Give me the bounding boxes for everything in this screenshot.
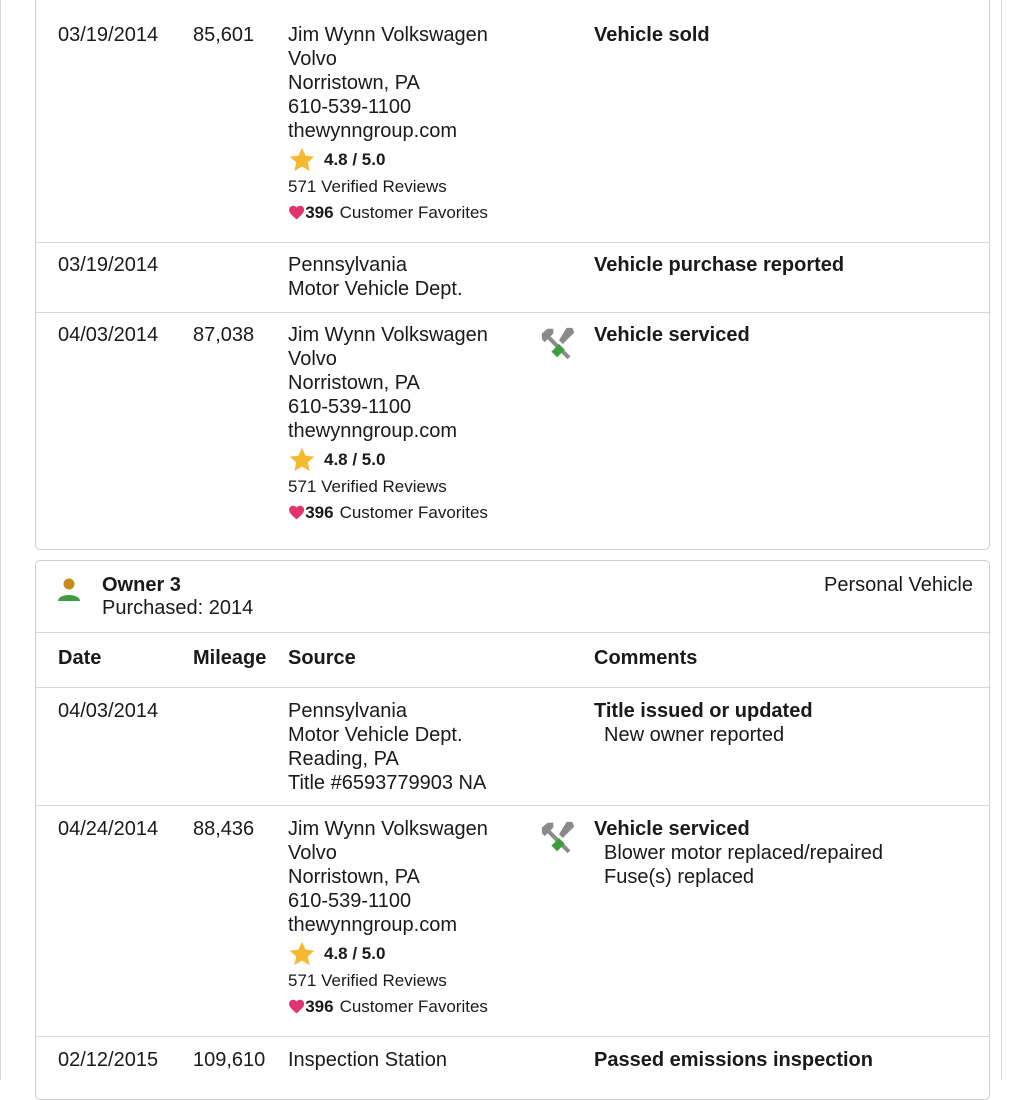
source-cell xyxy=(288,699,486,795)
favorites-label: Customer Favorites xyxy=(339,997,488,1016)
table-row xyxy=(36,313,989,545)
date-cell: 04/03/2014 xyxy=(58,324,159,346)
rating-value: 4.8 / 5.0 xyxy=(324,450,386,469)
source-cell: Inspection Station xyxy=(288,1049,447,1071)
comment-detail: Blower motor replaced/repaired xyxy=(604,842,884,864)
verified-reviews-link[interactable]: 571 Verified Reviews xyxy=(288,477,447,496)
owner-purchased: Purchased: 2014 xyxy=(102,597,254,619)
date-cell: 04/03/2014 xyxy=(58,700,159,722)
person-icon xyxy=(56,576,82,602)
star-icon xyxy=(288,940,316,968)
verified-reviews-link[interactable]: 571 Verified Reviews xyxy=(288,971,447,990)
dealer-website[interactable]: thewynngroup.com xyxy=(288,914,457,936)
dealer-phone[interactable]: 610-539-1100 xyxy=(288,396,412,418)
source-cell xyxy=(288,23,488,227)
date-cell: 03/19/2014 xyxy=(58,254,159,276)
service-icon xyxy=(540,819,578,857)
customer-favorites xyxy=(288,499,488,527)
source-line: Reading, PA xyxy=(288,748,399,770)
date-cell: 04/24/2014 xyxy=(58,818,159,840)
heart-icon xyxy=(288,998,305,1015)
left-border xyxy=(0,0,1,1080)
favorites-count: 396 xyxy=(305,997,334,1016)
dealer-website[interactable]: thewynngroup.com xyxy=(288,120,457,142)
owner-title: Owner 3 xyxy=(102,574,181,596)
owner-3-card xyxy=(35,560,990,1100)
comment-detail: New owner reported xyxy=(604,724,785,746)
table-row xyxy=(36,806,989,1036)
source-line: Motor Vehicle Dept. xyxy=(288,724,463,746)
dealer-website[interactable]: thewynngroup.com xyxy=(288,420,457,442)
dealer-phone[interactable]: 610-539-1100 xyxy=(288,890,412,912)
dealer-rating xyxy=(288,147,488,173)
comment-cell: Vehicle sold xyxy=(594,24,710,46)
service-icon xyxy=(540,325,578,363)
comment-cell: Vehicle purchase reported xyxy=(594,254,845,276)
table-header xyxy=(36,633,989,687)
star-icon xyxy=(288,146,316,174)
mileage-header: Mileage xyxy=(193,647,267,669)
mileage-cell: 88,436 xyxy=(193,818,255,840)
dealer-name[interactable]: Jim Wynn Volkswagen xyxy=(288,818,488,840)
owner-history-card xyxy=(35,0,990,550)
dealer-location: Norristown, PA xyxy=(288,866,420,888)
dealer-name-2[interactable]: Volvo xyxy=(288,842,337,864)
dealer-rating xyxy=(288,941,488,967)
source-cell xyxy=(288,253,463,301)
dealer-location: Norristown, PA xyxy=(288,72,420,94)
right-border xyxy=(1001,0,1002,1080)
owner-vehicle-type: Personal Vehicle xyxy=(824,574,973,596)
source-line: Pennsylvania xyxy=(288,254,407,276)
source-cell xyxy=(288,323,488,527)
date-header: Date xyxy=(58,647,102,669)
comment-cell: Vehicle serviced xyxy=(594,324,750,346)
owner-header xyxy=(36,561,989,633)
customer-favorites xyxy=(288,199,488,227)
dealer-rating xyxy=(288,447,488,473)
table-row xyxy=(36,688,989,805)
dealer-name[interactable]: Jim Wynn Volkswagen xyxy=(288,24,488,46)
source-line: Pennsylvania xyxy=(288,700,407,722)
comment-cell xyxy=(594,699,813,747)
comment-title: Vehicle serviced xyxy=(594,818,750,840)
star-icon xyxy=(288,446,316,474)
rating-value: 4.8 / 5.0 xyxy=(324,944,386,963)
table-row xyxy=(36,243,989,312)
mileage-cell: 109,610 xyxy=(193,1049,266,1071)
comments-header: Comments xyxy=(594,647,698,669)
table-row xyxy=(36,1,989,242)
mileage-cell: 85,601 xyxy=(193,24,255,46)
favorites-count: 396 xyxy=(305,203,334,222)
dealer-name[interactable]: Jim Wynn Volkswagen xyxy=(288,324,488,346)
date-cell: 03/19/2014 xyxy=(58,24,159,46)
favorites-label: Customer Favorites xyxy=(339,203,488,222)
customer-favorites xyxy=(288,993,488,1021)
heart-icon xyxy=(288,504,305,521)
comment-cell: Passed emissions inspection xyxy=(594,1049,873,1071)
source-header: Source xyxy=(288,647,356,669)
source-line: Motor Vehicle Dept. xyxy=(288,278,463,300)
heart-icon xyxy=(288,204,305,221)
dealer-location: Norristown, PA xyxy=(288,372,420,394)
mileage-cell: 87,038 xyxy=(193,324,255,346)
dealer-name-2[interactable]: Volvo xyxy=(288,348,337,370)
verified-reviews-link[interactable]: 571 Verified Reviews xyxy=(288,177,447,196)
favorites-count: 396 xyxy=(305,503,334,522)
title-number: Title #6593779903 NA xyxy=(288,772,487,794)
dealer-phone[interactable]: 610-539-1100 xyxy=(288,96,412,118)
table-row xyxy=(36,1037,989,1097)
comment-cell xyxy=(594,817,883,889)
date-cell: 02/12/2015 xyxy=(58,1049,159,1071)
source-cell xyxy=(288,817,488,1021)
dealer-name-2[interactable]: Volvo xyxy=(288,48,337,70)
rating-value: 4.8 / 5.0 xyxy=(324,150,386,169)
favorites-label: Customer Favorites xyxy=(339,503,488,522)
comment-title: Title issued or updated xyxy=(594,700,813,722)
comment-detail: Fuse(s) replaced xyxy=(604,866,755,888)
